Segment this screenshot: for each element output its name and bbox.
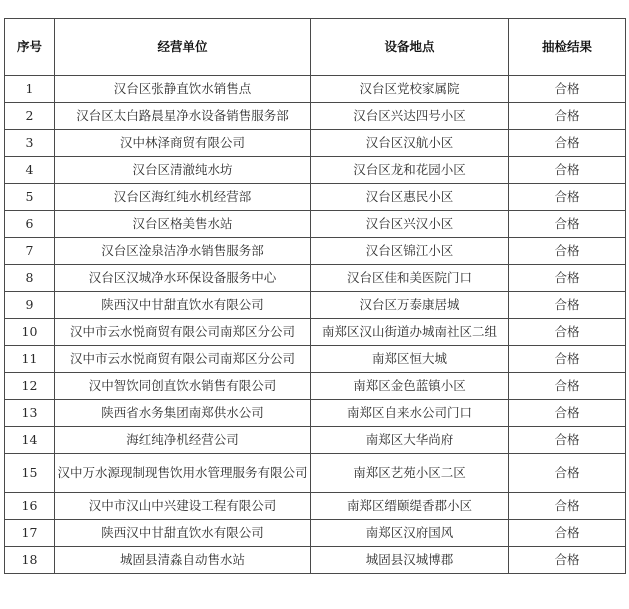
cell-operating-unit: 海红纯净机经营公司 — [55, 427, 311, 454]
cell-inspection-result: 合格 — [509, 427, 626, 454]
cell-serial-number: 16 — [5, 493, 55, 520]
table-row — [5, 211, 626, 238]
table-row — [5, 130, 626, 157]
cell-equipment-location: 南郑区金色蓝镇小区 — [311, 373, 509, 400]
cell-equipment-location: 南郑区汉府国风 — [311, 520, 509, 547]
cell-equipment-location: 城固县汉城博郡 — [311, 547, 509, 574]
cell-equipment-location: 汉台区兴汉小区 — [311, 211, 509, 238]
cell-operating-unit: 汉台区太白路晨星净水设备销售服务部 — [55, 103, 311, 130]
cell-serial-number: 1 — [5, 76, 55, 103]
cell-equipment-location: 南郑区大华尚府 — [311, 427, 509, 454]
table-row — [5, 547, 626, 574]
cell-inspection-result: 合格 — [509, 130, 626, 157]
cell-equipment-location: 汉台区党校家属院 — [311, 76, 509, 103]
cell-inspection-result: 合格 — [509, 319, 626, 346]
cell-serial-number: 2 — [5, 103, 55, 130]
cell-equipment-location: 南郑区艺苑小区二区 — [311, 454, 509, 493]
cell-equipment-location: 汉台区万泰康居城 — [311, 292, 509, 319]
header-serial-number: 序号 — [5, 19, 55, 76]
cell-inspection-result: 合格 — [509, 346, 626, 373]
table-body — [5, 76, 626, 574]
cell-inspection-result: 合格 — [509, 493, 626, 520]
cell-equipment-location: 南郑区恒大城 — [311, 346, 509, 373]
table-row — [5, 346, 626, 373]
cell-inspection-result: 合格 — [509, 400, 626, 427]
cell-serial-number: 6 — [5, 211, 55, 238]
table-row — [5, 184, 626, 211]
cell-inspection-result: 合格 — [509, 211, 626, 238]
cell-operating-unit: 陕西汉中甘甜直饮水有限公司 — [55, 520, 311, 547]
cell-inspection-result: 合格 — [509, 292, 626, 319]
cell-operating-unit: 汉台区汉城净水环保设备服务中心 — [55, 265, 311, 292]
table-row — [5, 454, 626, 493]
table-row — [5, 520, 626, 547]
cell-serial-number: 17 — [5, 520, 55, 547]
cell-equipment-location: 南郑区缙颐缇香郡小区 — [311, 493, 509, 520]
cell-serial-number: 12 — [5, 373, 55, 400]
cell-serial-number: 7 — [5, 238, 55, 265]
table-row — [5, 319, 626, 346]
cell-serial-number: 4 — [5, 157, 55, 184]
header-operating-unit: 经营单位 — [55, 19, 311, 76]
cell-inspection-result: 合格 — [509, 76, 626, 103]
cell-equipment-location: 南郑区自来水公司门口 — [311, 400, 509, 427]
cell-serial-number: 3 — [5, 130, 55, 157]
cell-operating-unit: 汉中市云水悦商贸有限公司南郑区分公司 — [55, 346, 311, 373]
cell-inspection-result: 合格 — [509, 520, 626, 547]
cell-operating-unit: 陕西省水务集团南郑供水公司 — [55, 400, 311, 427]
cell-operating-unit: 汉台区张静直饮水销售点 — [55, 76, 311, 103]
table-row — [5, 400, 626, 427]
header-row — [5, 19, 626, 76]
cell-inspection-result: 合格 — [509, 103, 626, 130]
inspection-results-table — [4, 18, 626, 574]
cell-operating-unit: 汉中万水源现制现售饮用水管理服务有限公司 — [55, 454, 311, 493]
table-row — [5, 265, 626, 292]
cell-serial-number: 15 — [5, 454, 55, 493]
table-row — [5, 292, 626, 319]
cell-equipment-location: 汉台区汉航小区 — [311, 130, 509, 157]
cell-inspection-result: 合格 — [509, 238, 626, 265]
cell-inspection-result: 合格 — [509, 157, 626, 184]
cell-operating-unit: 汉中林泽商贸有限公司 — [55, 130, 311, 157]
cell-operating-unit: 城固县清淼自动售水站 — [55, 547, 311, 574]
cell-serial-number: 13 — [5, 400, 55, 427]
header-equipment-location: 设备地点 — [311, 19, 509, 76]
cell-inspection-result: 合格 — [509, 184, 626, 211]
cell-equipment-location: 汉台区惠民小区 — [311, 184, 509, 211]
cell-serial-number: 14 — [5, 427, 55, 454]
cell-operating-unit: 汉中市汉山中兴建设工程有限公司 — [55, 493, 311, 520]
table-header — [5, 19, 626, 76]
cell-operating-unit: 汉台区淦泉洁净水销售服务部 — [55, 238, 311, 265]
cell-inspection-result: 合格 — [509, 454, 626, 493]
cell-operating-unit: 陕西汉中甘甜直饮水有限公司 — [55, 292, 311, 319]
cell-serial-number: 9 — [5, 292, 55, 319]
table-row — [5, 238, 626, 265]
table-row — [5, 157, 626, 184]
cell-equipment-location: 汉台区佳和美医院门口 — [311, 265, 509, 292]
table-row — [5, 103, 626, 130]
cell-serial-number: 18 — [5, 547, 55, 574]
header-inspection-result: 抽检结果 — [509, 19, 626, 76]
cell-serial-number: 10 — [5, 319, 55, 346]
cell-inspection-result: 合格 — [509, 547, 626, 574]
table-row — [5, 373, 626, 400]
cell-operating-unit: 汉台区清澈纯水坊 — [55, 157, 311, 184]
table-row — [5, 427, 626, 454]
table-row — [5, 493, 626, 520]
cell-equipment-location: 汉台区锦江小区 — [311, 238, 509, 265]
cell-equipment-location: 汉台区龙和花园小区 — [311, 157, 509, 184]
cell-equipment-location: 汉台区兴达四号小区 — [311, 103, 509, 130]
cell-operating-unit: 汉中智饮同创直饮水销售有限公司 — [55, 373, 311, 400]
cell-equipment-location: 南郑区汉山街道办城南社区二组 — [311, 319, 509, 346]
cell-operating-unit: 汉台区格美售水站 — [55, 211, 311, 238]
cell-operating-unit: 汉台区海红纯水机经营部 — [55, 184, 311, 211]
cell-serial-number: 11 — [5, 346, 55, 373]
table-row — [5, 76, 626, 103]
cell-serial-number: 8 — [5, 265, 55, 292]
cell-inspection-result: 合格 — [509, 265, 626, 292]
cell-inspection-result: 合格 — [509, 373, 626, 400]
cell-serial-number: 5 — [5, 184, 55, 211]
cell-operating-unit: 汉中市云水悦商贸有限公司南郑区分公司 — [55, 319, 311, 346]
